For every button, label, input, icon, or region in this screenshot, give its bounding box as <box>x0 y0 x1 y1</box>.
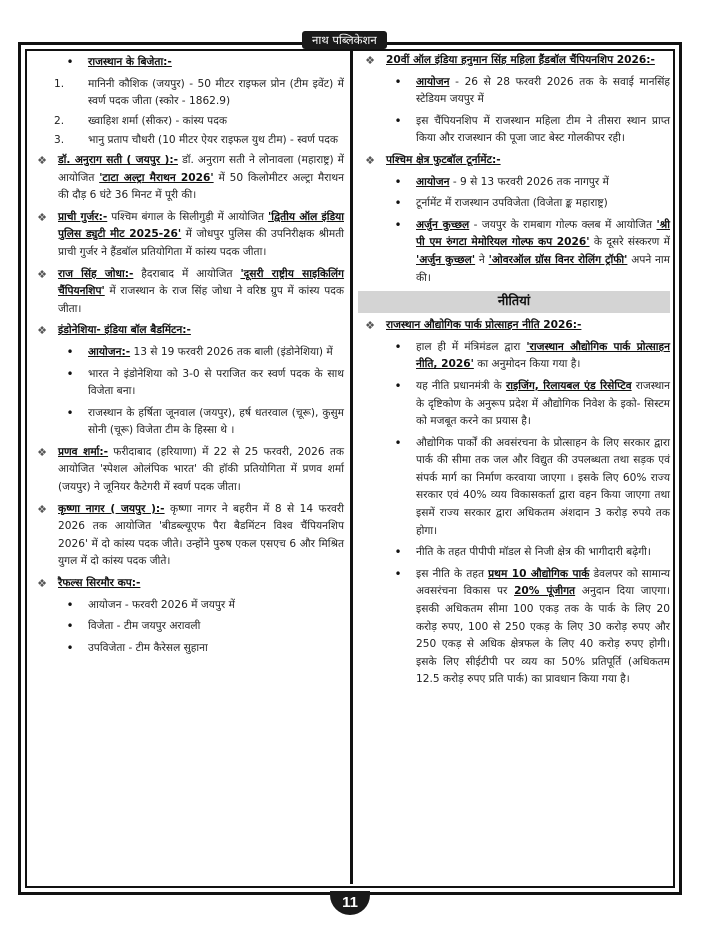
diamond-bullet-icon: ❖ <box>37 267 47 281</box>
point-text: आयोजन - फरवरी 2026 में जयपुर में <box>88 598 235 611</box>
football-point <box>358 174 670 192</box>
point-text: 13 से 19 फरवरी 2026 तक बाली (इंडोनेशिया) में <box>130 345 333 358</box>
policy-point <box>358 544 670 562</box>
policy-emphasis: 20% पूंजीगत <box>514 585 576 598</box>
entry-text: कृष्णा नागर ने बहरीन में 8 से 14 फरवरी 2026 तक आयोजित 'बीडब्ल्यूएफ पैरा बैडमिंटन विश्व चैंपियनशिप 2026' में दो कांस्य पदक जीते। उन्होंने पुरुष एकल एसएच 6 और मिश्रित युगल में दो कांस्य पदक जीते। <box>58 502 345 568</box>
bullet-icon: • <box>66 366 74 381</box>
handball-point <box>358 74 670 109</box>
policy-emphasis: प्रथम 10 औद्योगिक पार्क <box>488 567 590 580</box>
winner-item <box>30 113 344 131</box>
event-name: 'श्री पी एम रुंगटा मेमोरियल गोल्फ कप 2026' <box>416 218 671 249</box>
entry-title: डॉ. अनुराग सती ( जयपुर ):- <box>58 153 178 166</box>
point-text: अपने नाम की। <box>416 253 670 284</box>
trophy-name: 'ओवरऑल ग्रॉस विनर रोलिंग ट्रॉफी' <box>488 253 628 266</box>
point-text: विजेता - टीम जयपुर अरावली <box>88 620 201 633</box>
winner-text: मानिनी कौशिक (जयपुर) - 50 मीटर राइफल प्रोन (टीम इवेंट) में स्वर्ण पदक जीता (स्कोर - 1862.9) <box>88 77 344 108</box>
entry-prachi <box>30 209 344 262</box>
policy-point <box>358 378 670 431</box>
point-text: इस चैंपियनशिप में राजस्थान महिला टीम ने तीसरा स्थान प्राप्त किया और राजस्थान की पूजा जाट बेस्ट गोलकीपर रही। <box>416 114 670 145</box>
entry-title: प्राची गुर्जर:- <box>58 210 108 223</box>
entry-text: फरीदाबाद (हरियाणा) में 22 से 25 फरवरी, 2026 तक आयोजित 'स्पेशल ओलंपिक भारत' की हॉकी प्रतियोगिता में प्रणव शर्मा (जयपुर) ने जूनियर कैटेगरी में स्वर्ण पदक जीता। <box>58 445 344 494</box>
bullet-icon: • <box>394 174 402 189</box>
policy-point <box>358 339 670 374</box>
point-text: यह नीति प्रधानमंत्री के <box>416 379 506 392</box>
entry-text: में 50 किलोमीटर अल्ट्रा मैराथन की दौड़ 6 घंटे 36 मिनट में पूरी की। <box>58 171 344 202</box>
bullet-icon: • <box>394 545 402 560</box>
entry-text: में जोधपुर पुलिस की उपनिरीक्षक श्रीमती प्राची गुर्जर ने हैंडबॉल प्रतियोगिता में कांस्य पदक जीता। <box>58 228 344 258</box>
entry-title: 20वीं ऑल इंडिया हनुमान सिंह महिला हैंडबॉल चैंपियनशिप 2026:- <box>386 54 655 66</box>
bullet-icon: • <box>66 55 74 69</box>
point-text: टूर्नामेंट में राजस्थान उपविजेता (विजेता ङ्क महाराष्ट्र) <box>416 197 608 210</box>
bullet-icon: • <box>66 619 74 634</box>
raffles-point <box>30 640 344 658</box>
entry-krishna <box>30 501 344 571</box>
winner-item <box>30 132 344 150</box>
page-number: 11 <box>330 891 370 915</box>
policy-emphasis: राइजिंग, रिलायबल एंड रिसेप्टिव <box>505 379 632 392</box>
winner-text: ख्वाहिश शर्मा (सीकर) - कांस्य पदक <box>88 114 227 127</box>
entry-title: पश्चिम क्षेत्र फुटबॉल टूर्नामेंट:- <box>386 153 501 166</box>
winners-heading: राजस्थान के बिजेता:- <box>88 56 172 68</box>
entry-title: राजस्थान औद्योगिक पार्क प्रोत्साहन नीति 2026:- <box>386 319 582 332</box>
item-number: 3. <box>54 134 65 147</box>
badminton-point <box>30 366 344 401</box>
bullet-icon: • <box>394 113 402 128</box>
winner-text: भानु प्रताप चौधरी (10 मीटर ऐयर राइफल युथ टीम) - स्वर्ण पदक <box>88 134 339 147</box>
event-name: 'दूसरी राष्ट्रीय साइकिलिंग चैंपियनशिप' <box>58 267 345 298</box>
entry-title: इंडोनेशिया- इंडिया बॉल बैडमिंटन:- <box>58 324 191 337</box>
publisher-tag: नाथ पब्लिकेशन <box>302 31 387 49</box>
point-text: हाल ही में मंत्रिमंडल द्वारा <box>416 340 527 353</box>
policy-point <box>358 566 670 689</box>
raffles-point <box>30 597 344 615</box>
point-text: उपविजेता - टीम कैरेसल सुहाना <box>88 641 208 654</box>
diamond-bullet-icon: ❖ <box>37 445 47 459</box>
entry-text: डॉ. अनुराग सती ने लोनावला (महाराष्ट्र) में आयोजित <box>58 153 344 184</box>
badminton-point <box>30 344 344 362</box>
point-label: आयोजन <box>416 175 450 188</box>
diamond-bullet-icon: ❖ <box>37 210 47 224</box>
diamond-bullet-icon: ❖ <box>365 54 375 67</box>
point-text: ने <box>475 253 489 266</box>
point-text: के दूसरे संस्करण में <box>589 236 670 249</box>
entry-text: हैदराबाद में आयोजित <box>133 267 241 280</box>
event-name: 'द्वितीय ऑल इंडिया पुलिस ड्युटी मीट 2025-26' <box>58 210 344 241</box>
bullet-icon: • <box>394 74 402 89</box>
diamond-bullet-icon: ❖ <box>37 577 47 591</box>
entry-raffles <box>30 575 344 593</box>
handball-point <box>358 113 670 148</box>
entry-title: राज सिंह जोधा:- <box>58 267 134 280</box>
bullet-icon: • <box>394 339 402 354</box>
bullet-icon: • <box>66 344 74 359</box>
entry-raj <box>30 266 344 319</box>
policy-point <box>358 435 670 541</box>
winner-item <box>30 76 344 111</box>
entry-text: पश्चिम बंगाल के सिलीगुड़ी में आयोजित <box>107 210 268 223</box>
bullet-icon: • <box>394 435 402 450</box>
left-column <box>30 52 344 661</box>
badminton-point <box>30 405 344 440</box>
point-text: - जयपुर के रामबाग गोल्फ क्लब में आयोजित <box>469 218 657 231</box>
bullet-icon: • <box>394 196 402 211</box>
entry-handball <box>358 52 670 70</box>
point-text: इस नीति के तहत <box>416 567 489 580</box>
bullet-icon: • <box>66 405 74 420</box>
point-text: भारत ने इंडोनेशिया को 3-0 से पराजित कर स्वर्ण पदक के साथ विजेता बना। <box>88 367 344 398</box>
bullet-icon: • <box>394 566 402 581</box>
point-text: राजस्थान के दृष्टिकोण के अनुरूप प्रदेश में औद्योगिक निवेश के इको- सिस्टम को मजबूत करने का प्रयास है। <box>416 379 670 428</box>
point-label: आयोजन:- <box>88 345 131 358</box>
section-heading-policies: नीतियां <box>358 291 670 313</box>
point-text: - 9 से 13 फरवरी 2026 तक नागपुर में <box>449 175 609 188</box>
entry-title: प्रणव शर्मा:- <box>58 445 109 458</box>
diamond-bullet-icon: ❖ <box>37 502 47 516</box>
item-number: 1. <box>54 77 65 90</box>
diamond-bullet-icon: ❖ <box>37 153 47 167</box>
point-text: अनुदान दिया जाएगा। इसकी अधिकतम सीमा 100 एकड़ तक के पार्क के लिए 20 करोड़ रुपए, 100 से 250 एकड़ के लिए 30 करोड़ रुपए और 250 एकड़ से अधिक क्षेत्रफल के लिए 40 करोड़ रुपए होगी। इसके लिए सीईटीपी पर व्यय का 50% प्रतिपूर्ति (अधिकतम 12.5 करोड़ रुपए प्रति पार्क) का प्रावधान किया गया है। <box>416 585 670 686</box>
entry-football <box>358 152 670 170</box>
point-text: - 26 से 28 फरवरी 2026 तक के सवाई मानसिंह स्टेडियम जयपुर में <box>416 75 670 106</box>
winners-heading-item <box>30 54 344 72</box>
entry-title: रैफल्स सिरमौर कप:- <box>58 577 141 590</box>
entry-title: कृष्णा नागर ( जयपुर ):- <box>58 502 165 515</box>
entry-text: में राजस्थान के राज सिंह जोधा ने वरिष्ठ ग्रुप में कांस्य पदक जीता। <box>58 285 344 315</box>
point-text: का अनुमोदन किया गया है। <box>473 358 581 371</box>
policy-name: 'राजस्थान औद्योगिक पार्क प्रोत्साहन नीति, 2026' <box>416 340 670 371</box>
raffles-point <box>30 618 344 636</box>
right-column <box>358 52 670 693</box>
point-text: राजस्थान के हर्षिता जूनवाल (जयपुर), हर्ष धतरवाल (चूरू), कुसुम सोनी (चूरू) विजेता टीम के हिस्सा थे । <box>88 406 344 437</box>
football-point <box>358 217 670 287</box>
item-number: 2. <box>54 114 65 127</box>
point-label: अर्जुन कुच्छल <box>416 218 470 231</box>
bullet-icon: • <box>394 378 402 393</box>
football-point <box>358 195 670 213</box>
diamond-bullet-icon: ❖ <box>37 324 47 338</box>
point-text: औद्योगिक पार्कों की अवसंरचना के प्रोत्साहन के लिए सरकार द्वारा पार्क की सीमा तक जल और विद्युत की उपलब्धता तथा सड़क एवं संपर्क मार्ग का निर्माण करवाया जाएगा । इसके लिए 60% राज्य सरकार एवं 40% व्यय विकासकर्ता द्वारा वहन किया जाएगा तथा इसमें राज्य सरकार द्वारा अधिकतम अंशदान 3 करोड़ रुपये तक होगा। <box>416 436 670 537</box>
bullet-icon: • <box>66 597 74 612</box>
diamond-bullet-icon: ❖ <box>365 319 375 333</box>
entry-policy <box>358 317 670 335</box>
event-name: 'टाटा अल्ट्रा मैराथन 2026' <box>99 171 214 184</box>
column-divider <box>350 49 353 884</box>
player-name: 'अर्जुन कुच्छल' <box>416 253 476 266</box>
entry-pranav <box>30 444 344 497</box>
entry-anurag <box>30 152 344 205</box>
bullet-icon: • <box>66 640 74 655</box>
point-text: नीति के तहत पीपीपी मॉडल से निजी क्षेत्र की भागीदारी बढ़ेगी। <box>416 546 651 559</box>
entry-badminton <box>30 322 344 340</box>
diamond-bullet-icon: ❖ <box>365 153 375 167</box>
point-text: डेवलपर को सामान्य अवसरंचना विकास पर <box>416 567 670 598</box>
bullet-icon: • <box>394 217 402 232</box>
point-label: आयोजन <box>416 75 450 88</box>
